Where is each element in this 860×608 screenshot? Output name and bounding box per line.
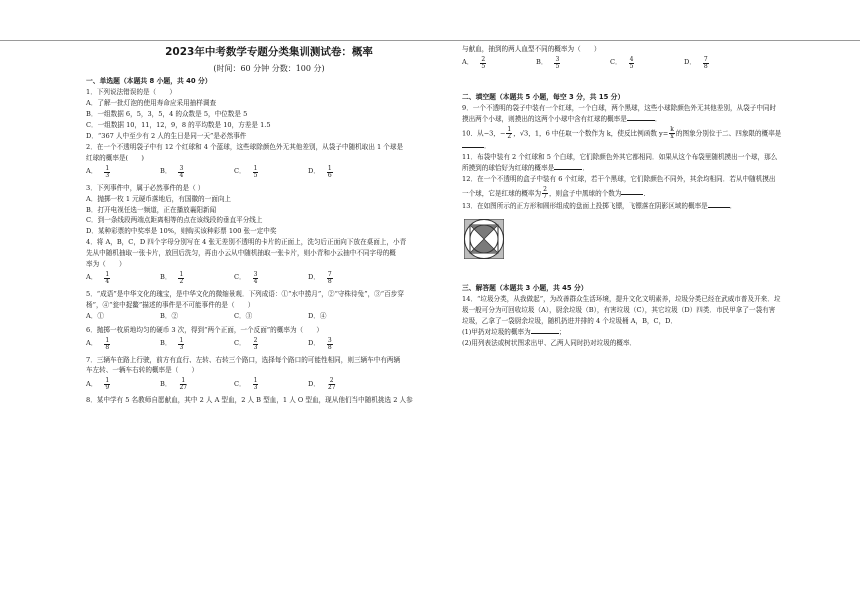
question-7-stem-cont: 车左转、一辆车右转的概率是（ ）: [86, 366, 199, 375]
question-14-line-1: 14．“垃圾分类，从我做起”，为改善群众生活环境，提升文化文明素养，垃圾分类已经在武威市普及开来．垃: [462, 295, 781, 304]
question-14-part-2: (2)用列表法或树状图求出甲、乙两人同时扔对垃圾的概率．: [462, 339, 637, 348]
question-5-stem: 5．“成语”是中华文化的瑰宝，是中华文化的微缩景观．下列成语：①“水中捞月”，②“守株待兔”，③“百步穿: [86, 289, 404, 298]
question-1: [86, 89, 452, 141]
question-12-line-2: 一个球，它是红球的概率为 $\frac{2}{7}$ ，则盒子中黑球的个数为 ．: [462, 185, 651, 200]
question-1-option-d: D．“367 人中至少有 2 人的生日是同一天”是必然事件: [86, 131, 247, 140]
question-9-line-2: 摸出两个小球，则摸出的这两个小球中含有红球的概率是 ．: [462, 114, 662, 123]
question-14-part-1: (1)甲扔对垃圾的概率为 ；: [462, 328, 566, 337]
question-5-options: [86, 313, 452, 321]
question-4-option-a: A． $\frac{1}{4}$: [86, 270, 110, 285]
question-2-option-b: B． $\frac{3}{4}$: [160, 164, 184, 179]
question-6-stem: 6．抛掷一枚质地均匀的硬币 3 次，得到“两个正面，一个反面”的概率为（ ）: [86, 325, 323, 334]
question-2-option-d: D． $\frac{1}{6}$: [308, 164, 332, 179]
question-14-line-3: 垃圾，乙拿了一袋厨余垃圾，随机扔进并排的 4 个垃圾桶 A，B，C，D．: [462, 317, 678, 326]
question-3-option-b: B．打开电视任选一频道，正在播放襄阳新闻: [86, 205, 217, 214]
question-4-stem-end: 率为（ ）: [86, 260, 126, 269]
question-7-stem: 7．三辆车在路上行驶，前方有直行、左转、右转三个路口，选择每个路口的可能性相同，则三辆车中有两辆: [86, 355, 401, 364]
question-8-option-c: C． $\frac{4}{5}$: [610, 55, 634, 70]
question-1-option-a: A．了解一批灯泡的使用寿命应采用抽样调查: [86, 99, 217, 108]
question-4-option-c: C． $\frac{3}{4}$: [234, 270, 258, 285]
answer-blank[interactable]: [554, 169, 582, 170]
question-6-option-c: C． $\frac{2}{3}$: [234, 336, 258, 351]
dartboard-figure: [464, 219, 504, 259]
question-9-line-1: 9．一个不透明的袋子中装有一个红球，一个白球，两个黑球，这些小球除颜色外无其他差别，从袋子中同时: [462, 104, 777, 113]
question-5-stem-cont: 杨”，④“瓮中捉鳖”描述的事件是不可能事件的是（ ）: [86, 300, 255, 309]
question-1-option-c: C．一组数据 10，11，12，9，8 的平均数是 10，方差是 1.5: [86, 121, 271, 130]
section-heading-single-choice: 一、单选题（本题共 8 小题，共 40 分）: [86, 77, 212, 86]
question-2: [86, 144, 452, 179]
question-2-options: [86, 166, 452, 179]
question-7-option-c: C． $\frac{1}{3}$: [234, 377, 258, 392]
question-5-option-c: C．③: [234, 311, 253, 320]
answer-blank[interactable]: [708, 207, 730, 208]
question-2-option-a: A． $\frac{1}{3}$: [86, 164, 110, 179]
question-1-stem: 1．下列说法错误的是（ ）: [86, 88, 176, 97]
question-7: [86, 357, 452, 392]
question-8-option-a: A． $\frac{2}{5}$: [462, 55, 486, 70]
answer-blank[interactable]: [531, 333, 559, 334]
question-13: [462, 203, 800, 271]
question-7-options: [86, 378, 452, 391]
left-column: [86, 40, 452, 608]
section-heading-answer: 三、解答题（本题共 3 小题，共 45 分）: [462, 284, 588, 293]
question-6-option-a: A． $\frac{1}{8}$: [86, 336, 110, 351]
question-8: [86, 397, 452, 405]
question-12-line-1: 12．在一个不透明的盒子中装有 6 个红球，若干个黑球，它们除颜色不同外，其余均相同．若从中随机摸出: [462, 174, 776, 183]
question-13-line-1: 13．在如图所示的正方形和圆形组成的盘面上投掷飞镖，飞镖落在阴影区域的概率是 ．: [462, 201, 737, 210]
question-14: [462, 296, 800, 348]
question-7-option-b: B． $\frac{1}{27}$: [160, 377, 188, 392]
question-1-option-b: B．一组数据 6，5，3，5，4 的众数是 5，中位数是 5: [86, 110, 248, 119]
answer-blank[interactable]: [621, 194, 643, 195]
question-4-options: [86, 272, 452, 285]
question-9: [462, 105, 800, 124]
question-6-option-b: B． $\frac{1}{3}$: [160, 336, 184, 351]
question-3: [86, 185, 452, 237]
question-7-option-a: A． $\frac{1}{9}$: [86, 377, 110, 392]
question-3-option-a: A．抛掷一枚 1 元硬币落地后，有国徽的一面向上: [86, 194, 232, 203]
question-8-stem-cont: 与献血，抽到的两人血型不同的概率为（ ）: [462, 45, 601, 53]
page-title: 2023年中考数学专题分类集训测试卷：概率: [165, 46, 373, 58]
question-4: [86, 239, 452, 285]
question-5-option-a: A．①: [86, 311, 104, 320]
question-10-line-2: ．: [462, 143, 800, 151]
question-8-option-d: D． $\frac{7}{8}$: [684, 55, 708, 70]
question-6-options: [86, 338, 452, 351]
question-5-option-b: B．②: [160, 311, 179, 320]
question-8-continued: [462, 46, 800, 70]
question-14-line-2: 圾一般可分为可回收垃圾（A），厨余垃圾（B），有害垃圾（C），其它垃圾（D）四类．市民甲拿了一袋有害: [462, 306, 776, 315]
question-6: [86, 327, 452, 351]
question-2-option-c: C． $\frac{1}{5}$: [234, 164, 258, 179]
question-3-stem: 3．下列事件中，属于必然事件的是（ ）: [86, 183, 205, 192]
question-8-options: [462, 57, 800, 70]
question-8-option-b: B． $\frac{3}{5}$: [536, 55, 560, 70]
question-6-option-d: D． $\frac{3}{8}$: [308, 336, 332, 351]
question-11-line-2: 所摸到的球恰好为红球的概率是 ．: [462, 163, 589, 172]
question-10: [462, 127, 800, 151]
page-subtitle: (时间：60 分钟 分数：100 分): [213, 63, 325, 73]
question-5: [86, 291, 452, 321]
question-4-stem: 4．将 A，B，C，D 四个字母分别写在 4 张无差别不透明的卡片的正面上，洗匀后正面向下放在桌面上，小青: [86, 238, 407, 247]
question-5-option-d: D．④: [308, 311, 327, 320]
answer-blank[interactable]: [462, 147, 484, 148]
question-10-line-1: 10．从−3，− $\frac{1}{2}$ ，√3，1，6 中任取一个数作为 k，使反比例函数 y= $\frac{k}{x}$ 的图象分别位于二、四象限的概率是: [462, 125, 782, 140]
section-heading-fill-blank: 二、填空题（本题共 5 小题，每空 3 分，共 15 分）: [462, 92, 625, 101]
question-8-stem: 8．某中学有 5 名教师自愿献血，其中 2 人 A 型血，2 人 B 型血，1 人 O 型血，现从他们当中随机挑选 2 人参: [86, 396, 413, 405]
question-7-option-d: D． $\frac{2}{27}$: [308, 377, 336, 392]
question-11: [462, 154, 800, 173]
question-4-option-b: B． $\frac{1}{2}$: [160, 270, 184, 285]
answer-blank[interactable]: [627, 120, 655, 121]
question-4-option-d: D． $\frac{7}{8}$: [308, 270, 332, 285]
question-3-option-d: D．某种彩票的中奖率是 10%，则购买该种彩票 100 张一定中奖: [86, 227, 277, 236]
right-column: [462, 40, 800, 608]
question-3-option-c: C．到一条线段两端点距离相等的点在该线段的垂直平分线上: [86, 216, 263, 225]
question-4-stem-cont: 先从中随机抽取一张卡片，放回后洗匀，再由小云从中随机抽取一张卡片，则小青和小云抽中不同字母的概: [86, 249, 396, 258]
question-2-stem-cont: 红球的概率是( ): [86, 153, 144, 162]
question-11-line-1: 11．布袋中装有 2 个红球和 5 个白球，它们除颜色外其它都相同．如果从这个布袋里随机摸出一个球，那么: [462, 152, 778, 161]
question-12: [462, 176, 800, 200]
question-2-stem: 2．在一个不透明袋子中有 12 个红球和 4 个蓝球，这些球除颜色外无其他差别，从袋子中随机取出 1 个球是: [86, 142, 404, 151]
